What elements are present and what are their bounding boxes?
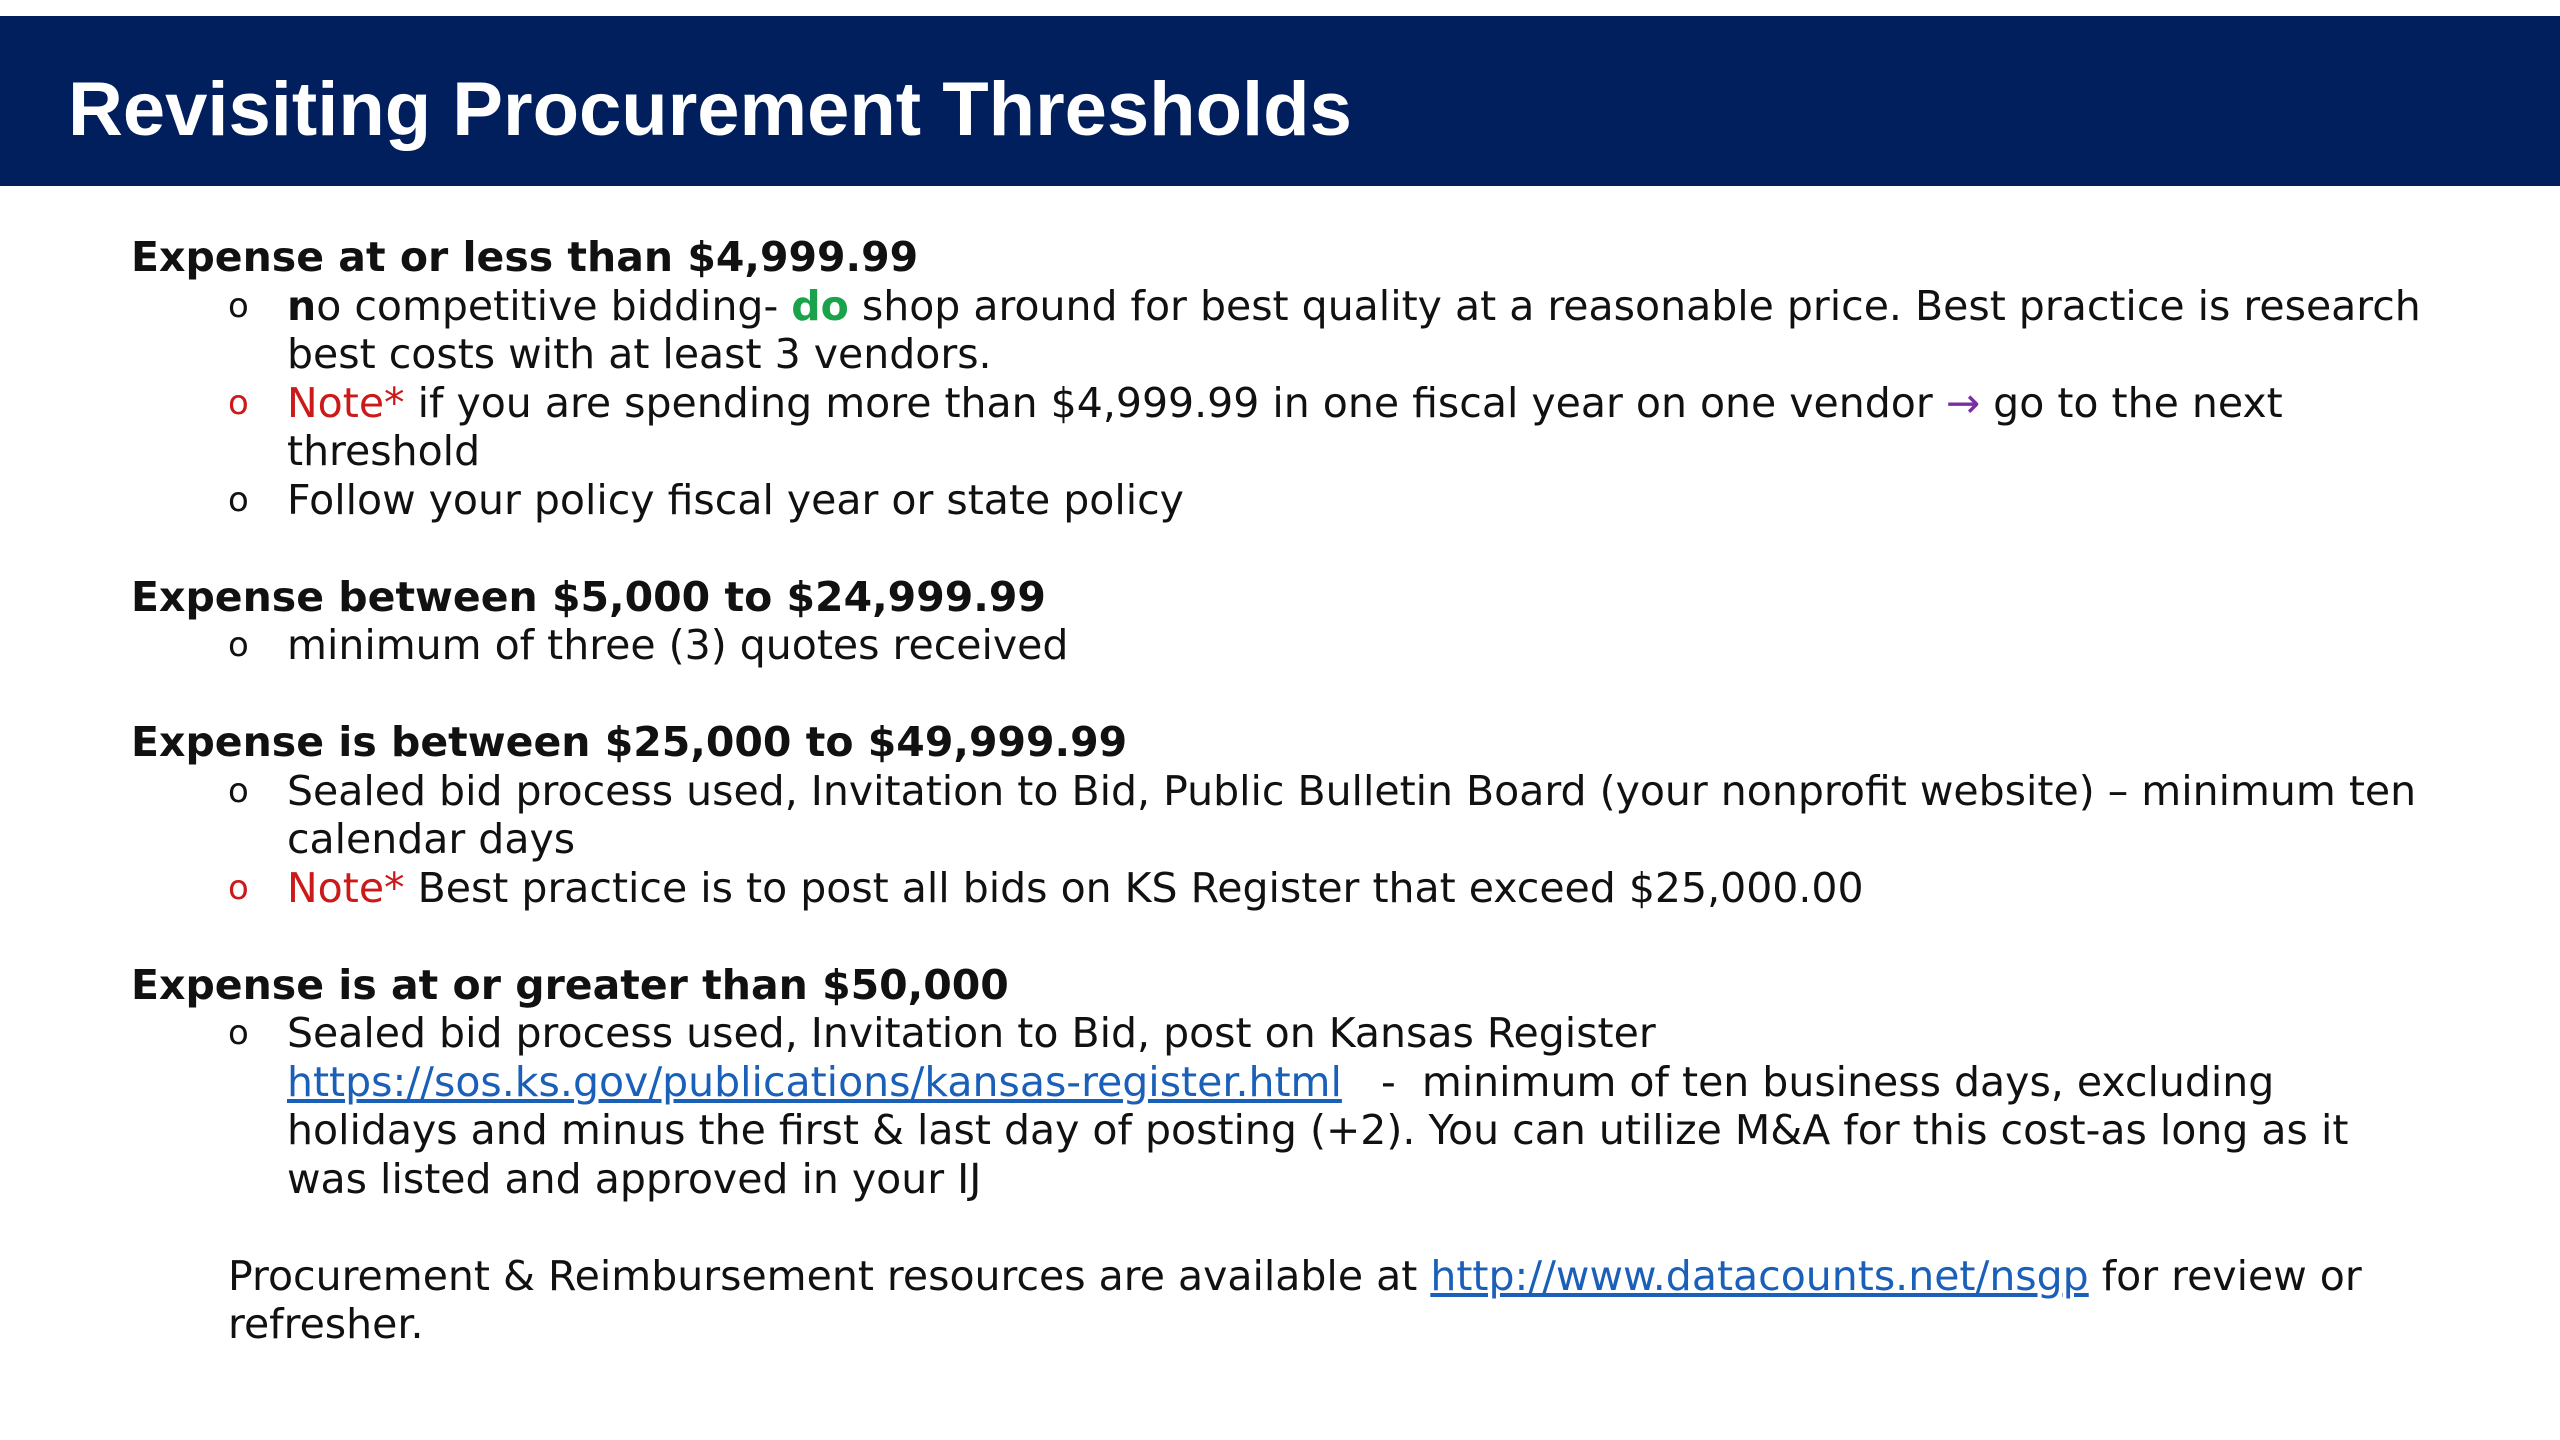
bullet-text: Best practice is to post all bids on KS Register that exceed $25,000.00 [404,863,1864,912]
bullet-list [131,282,2431,525]
footer-text: for review or refresher. [228,1251,2362,1348]
arrow-right-icon: → [1945,378,1981,427]
threshold-section-2 [131,573,2431,670]
bullet-icon: o [228,625,249,665]
list-item [131,379,2431,476]
note-label: Note* [287,863,405,912]
list-item [131,1009,2431,1203]
resources-paragraph [131,1252,2431,1349]
bullet-list [131,767,2431,913]
list-item [131,767,2431,864]
footer-text: Procurement & Reimbursement resources are available at [228,1251,1431,1300]
slide-content [131,233,2431,1349]
bullet-text: Follow your policy fiscal year or state policy [287,475,1184,524]
bullet-icon: o [228,867,249,908]
list-item [131,476,2431,525]
section-heading: Expense is at or greater than $50,000 [131,960,1009,1009]
title-bar [0,16,2560,186]
spacer [131,1203,2431,1252]
bullet-icon: o [228,770,249,811]
bullet-list [131,1009,2431,1203]
list-item [131,864,2431,913]
bullet-text: if you are spending more than $4,999.99 in one fiscal year on one vendor [404,378,1946,427]
section-heading: Expense is between $25,000 to $49,999.99 [131,718,1128,766]
section-heading: Expense at or less than $4,999.99 [131,233,919,281]
bullet-text: shop around for best quality at a reasonable price. Best practice is research best costs with at least 3 vendors. [287,281,2421,378]
slide-title: Revisiting Procurement Thresholds [68,67,1352,152]
threshold-section-1 [131,233,2431,524]
bullet-icon: o [228,285,249,326]
threshold-section-4 [131,961,2431,1204]
bullet-text: Sealed bid process used, Invitation to Bid, post on Kansas Register [287,1009,1656,1057]
bullet-icon: o [228,1013,249,1053]
section-heading: Expense between $5,000 to $24,999.99 [131,572,1046,621]
list-item [131,282,2431,379]
kansas-register-link[interactable]: https://sos.ks.gov/publications/kansas-register.html [287,1057,1342,1106]
bullet-text: - minimum of ten business days, excluding holidays and minus the first & last day of posting (+2). You can utilize M&A for this cost-as long as it was listed and approved in your IJ [287,1057,2362,1203]
bullet-text: minimum of three (3) quotes received [287,621,1069,669]
do-emphasis: do [791,281,849,330]
datacounts-link[interactable]: http://www.datacounts.net/nsgp [1430,1251,2089,1300]
bullet-list [131,621,2431,670]
threshold-section-3 [131,718,2431,912]
bullet-icon: o [228,479,249,520]
list-item [131,621,2431,670]
bullet-text: o competitive bidding- [316,281,792,330]
bullet-text: Sealed bid process used, Invitation to Bid, Public Bulletin Board (your nonprofit website) – minimum ten calendar days [287,766,2417,863]
bullet-text: go to the next threshold [287,378,2283,475]
spacer [131,524,2431,573]
spacer [131,912,2431,961]
note-label: Note* [287,378,405,427]
bullet-text-start: n [287,281,317,330]
spacer [131,670,2431,719]
bullet-icon: o [228,382,249,423]
